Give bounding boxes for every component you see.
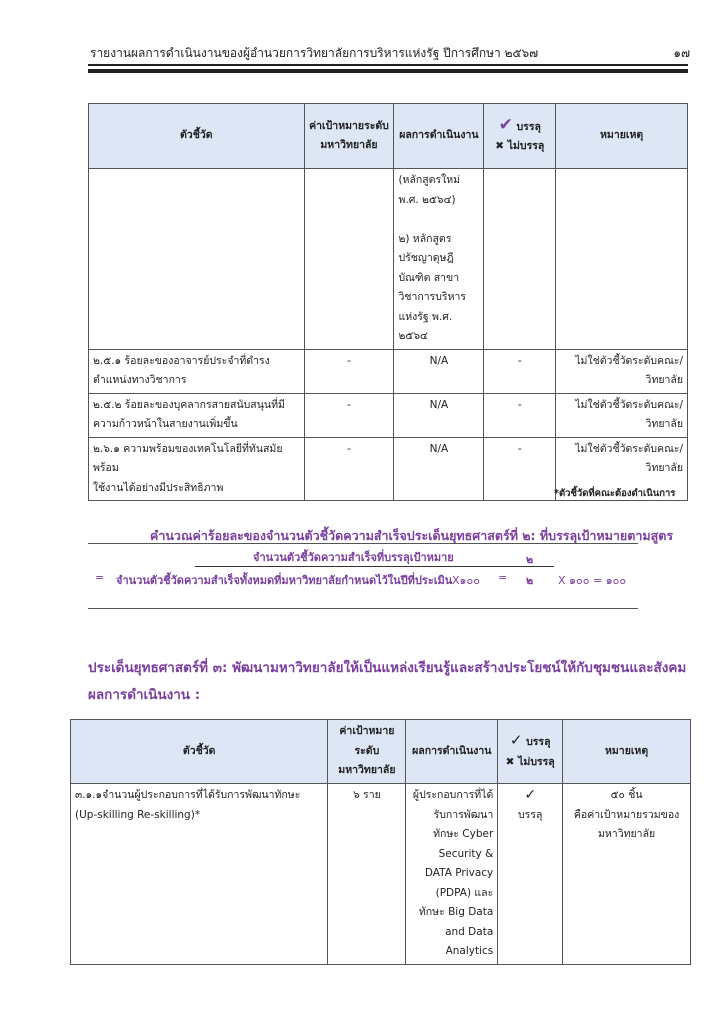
cell-indicator: ๒.๕.๑ ร้อยละของอาจารย์ประจำที่ดำรงตำแหน่งทางวิชาการ [89,349,305,393]
cell-status: - [484,349,556,393]
cell-status [484,169,556,350]
col-remark: หมายเหตุ [563,720,691,784]
col-result: ผลการดำเนินงาน [394,104,484,169]
cell-indicator: ๓.๑.๑จำนวนผู้ประกอบการที่ได้รับการพัฒนาทักษะ (Up-skilling Re-skilling)* [71,784,328,965]
cross-icon: ✖ [495,140,505,152]
cell-result: (หลักสูตรใหม่ พ.ศ. ๒๕๖๔) ๒) หลักสูตรปรัชญาดุษฎีบัณฑิต สาขาวิชาการบริหารแห่งรัฐ พ.ศ. ๒๕๖๔ [394,169,484,350]
page-header [90,44,690,63]
table-row [71,784,691,965]
denominator-value: ๒ [526,574,534,587]
cell-result: ผู้ประกอบการที่ได้รับการพัฒนาทักษะ Cyber Security & DATA Privacy (PDPA) และทักษะ Big Data and Data Analytics [406,784,498,965]
equals-sign-2: = [498,571,508,584]
fraction-line-2 [512,566,554,567]
check-icon: ✓ [509,731,523,749]
table-header-row [71,720,691,784]
cell-indicator [89,169,305,350]
formula-title: คำนวณค่าร้อยละของจำนวนตัวชี้วัดความสำเร็จประเด็นยุทธศาสตร์ที่ ๒: ที่บรรลุเป้าหมายตามสูตร [150,528,674,543]
col-status: ✔ บรรลุ ✖ ไม่บรรลุ [484,104,556,169]
col-result: ผลการดำเนินงาน [406,720,498,784]
col-indicator: ตัวชี้วัด [71,720,328,784]
check-icon: ✓ [524,787,537,803]
table-header-row [89,104,688,169]
check-icon: ✔ [498,114,513,135]
header-title: รายงานผลการดำเนินงานของผู้อำนวยการวิทยาลัยการบริหารแห่งรัฐ ปีการศึกษา ๒๕๖๗ [90,46,539,60]
formula-box [88,543,638,609]
col-target: ค่าเป้าหมายระดับมหาวิทยาลัย [328,720,406,784]
cell-target: ๖ ราย [328,784,406,965]
cell-remark: ๕๐ ชิ้น คือค่าเป้าหมายรวมของมหาวิทยาลัย [563,784,691,965]
table-row [89,393,688,437]
cell-remark: ไม่ใช่ตัวชี้วัดระดับคณะ/วิทยาลัย [556,393,688,437]
indicator-table-1 [88,103,688,501]
fraction-line [195,566,533,567]
col-status: ✓ บรรลุ ✖ ไม่บรรลุ [498,720,563,784]
page-number: ๑๗ [673,46,690,60]
cell-result: N/A [394,437,484,501]
cell-remark [556,169,688,350]
cell-target: - [304,393,394,437]
col-remark: หมายเหตุ [556,104,688,169]
cell-status: - [484,437,556,501]
col-target: ค่าเป้าหมายระดับมหาวิทยาลัย [304,104,394,169]
cell-remark: ไม่ใช่ตัวชี้วัดระดับคณะ/วิทยาลัย [556,349,688,393]
header-rule-thick [88,69,688,73]
formula-result: X ๑๐๐ = ๑๐๐ [558,574,627,587]
cross-icon: ✖ [505,755,515,768]
col-indicator: ตัวชี้วัด [89,104,305,169]
cell-target [304,169,394,350]
cell-status: ✓ บรรลุ [498,784,563,965]
formula-denominator: จำนวนตัวชี้วัดความสำเร็จทั้งหมดที่มหาวิทยาลัยกำหนดไว้ในปีที่ประเมิน [116,574,453,587]
section-3-subtitle: ผลการดำเนินงาน : [88,687,201,703]
cell-result: N/A [394,349,484,393]
cell-indicator: ๒.๖.๑ ความพร้อมของเทคโนโลยีที่ทันสมัย พร้อม ใช้งานได้อย่างมีประสิทธิภาพ [89,437,305,501]
numerator-value: ๒ [526,553,534,566]
multiply-100: X๑๐๐ [452,574,480,587]
cell-target: - [304,437,394,501]
table-note: *ตัวชี้วัดที่คณะต้องดำเนินการ [554,488,676,499]
cell-result: N/A [394,393,484,437]
cell-target: - [304,349,394,393]
table-row [89,169,688,350]
formula-numerator: จำนวนตัวชี้วัดความสำเร็จที่บรรลุเป้าหมาย [253,551,454,564]
header-rule-thin [88,64,688,66]
cell-status: - [484,393,556,437]
cell-indicator: ๒.๕.๒ ร้อยละของบุคลากรสายสนับสนุนที่มีความก้าวหน้าในสายงานเพิ่มขึ้น [89,393,305,437]
cell-remark: ไม่ใช่ตัวชี้วัดระดับคณะ/วิทยาลัย [556,437,688,501]
section-3-title: ประเด็นยุทธศาสตร์ที่ ๓: พัฒนามหาวิทยาลัยให้เป็นแหล่งเรียนรู้และสร้างประโยชน์ให้กับชุมชนและสังคม [88,660,687,676]
equals-sign: = [95,571,105,584]
indicator-table-2 [70,719,691,965]
table-row [89,349,688,393]
